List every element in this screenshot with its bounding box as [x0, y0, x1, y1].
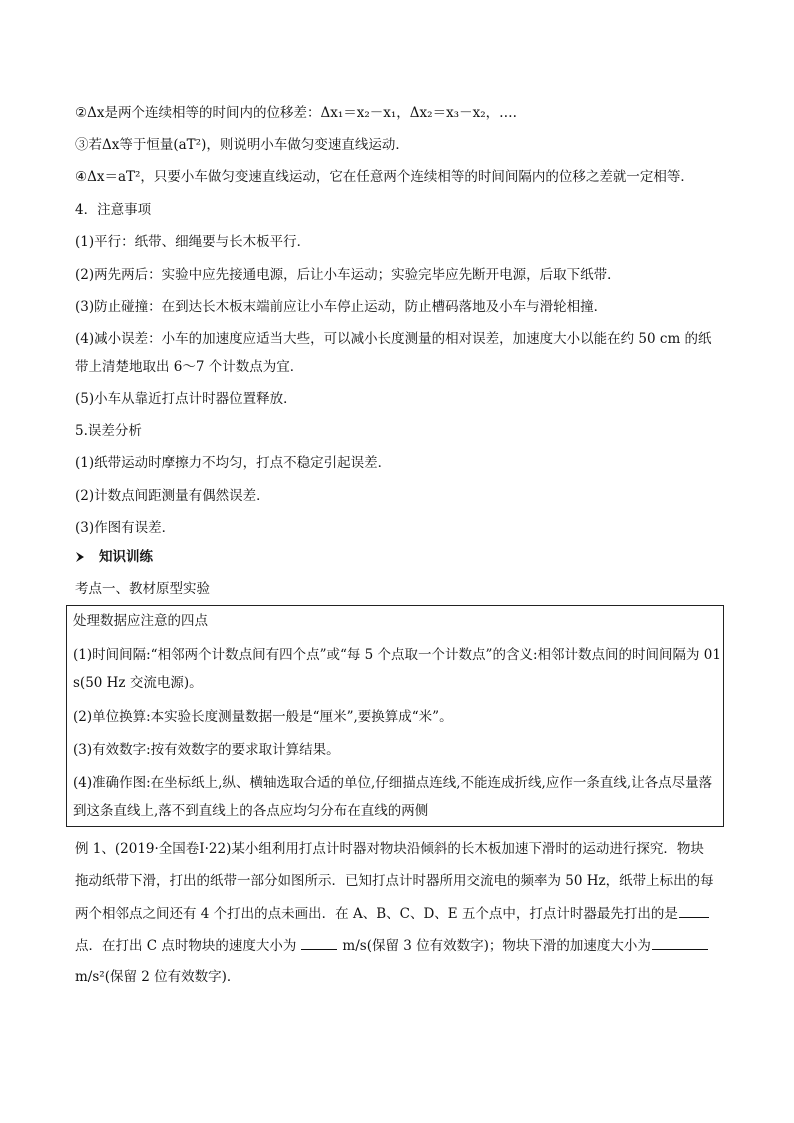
section-4-item-1: (1)平行：纸带、细绳要与长木板平行． [75, 234, 311, 250]
notice-box-line-4: (3)有效数字:按有效数字的要求取计算结果。 [73, 742, 340, 758]
example-line-1: 例 1、(2019·全国卷Ⅰ·22)某小组利用打点计时器对物块沿倾斜的长木板加速下滑时的运动进行探究．物块 [75, 841, 704, 857]
notice-box-line-1: (1)时间间隔:“相邻两个计数点间有四个点”或“每 5 个点取一个计数点”的含义:相邻计数点间的时间间隔为 01 [73, 647, 721, 663]
notice-box-line-2: s(50 Hz 交流电源)。 [73, 675, 203, 691]
notice-box-title: 处理数据应注意的四点 [73, 613, 208, 629]
section-4-item-2: (2)两先两后：实验中应先接通电源，后让小车运动；实验完毕应先断开电源，后取下纸带． [75, 267, 621, 283]
example-line-5: m/s²(保留 2 位有效数字)． [75, 969, 241, 985]
section-5-item-3: (3)作图有误差． [75, 520, 176, 536]
answer-blank-velocity[interactable] [301, 936, 337, 950]
section-5-heading: 5.误差分析 [75, 423, 142, 439]
intro-item-3: ③若Δx等于恒量(aT²)，则说明小车做匀变速直线运动． [75, 137, 409, 153]
section-4-item-4-cont: 带上清楚地取出 6～7 个计数点为宜． [75, 359, 304, 375]
example-line-4-text-a: 点．在打出 C 点时物块的速度大小为 [75, 938, 297, 954]
section-4-item-3: (3)防止碰撞：在到达长木板末端前应让小车停止运动，防止槽码落地及小车与滑轮相撞． [75, 299, 608, 315]
example-line-3 [75, 904, 725, 923]
notice-box-line-6: 到这条直线上,落不到直线上的各点应均匀分布在直线的两侧 [73, 803, 429, 819]
section-4-item-5: (5)小车从靠近打点计时器位置释放． [75, 391, 297, 407]
answer-blank-acceleration[interactable] [652, 936, 708, 950]
example-line-3-text: 两个相邻点之间还有 4 个打出的点未画出．在 A、B、C、D、E 五个点中，打点计时器最先打出的是 [75, 906, 678, 922]
example-line-2: 拖动纸带下滑，打出的纸带一部分如图所示．已知打点计时器所用交流电的频率为 50 Hz，纸带上标出的每 [75, 873, 714, 889]
notice-box-line-3: (2)单位换算:本实验长度测量数据一般是“厘米”,要换算成“米”。 [73, 709, 453, 725]
intro-item-4: ④Δx＝aT²，只要小车做匀变速直线运动，它在任意两个连续相等的时间间隔内的位移之差就一定相等． [75, 169, 694, 185]
section-5-item-1: (1)纸带运动时摩擦力不均匀，打点不稳定引起误差． [75, 455, 392, 471]
training-heading-row [75, 548, 725, 566]
example-line-4 [75, 936, 725, 955]
section-4-heading: 4．注意事项 [75, 202, 152, 218]
intro-item-2: ②Δx是两个连续相等的时间内的位移差：Δx₁＝x₂－x₁，Δx₂＝x₃－x₂，…. [75, 105, 517, 121]
answer-blank-first-point[interactable] [679, 904, 709, 918]
notice-box [66, 605, 724, 827]
training-heading: 知识训练 [99, 549, 153, 565]
arrow-bullet-icon [75, 551, 85, 561]
notice-box-line-5: (4)准确作图:在坐标纸上,纵、横轴选取合适的单位,仔细描点连线,不能连成折线,应作一条直线,让各点尽量落 [73, 775, 713, 791]
example-line-4-text-b: m/s(保留 3 位有效数字)；物块下滑的加速度大小为 [342, 938, 651, 954]
section-4-item-4: (4)减小误差：小车的加速度应适当大些，可以减小长度测量的相对误差，加速度大小以能在约 50 cm 的纸 [75, 331, 712, 347]
training-subheading: 考点一、教材原型实验 [75, 581, 210, 597]
section-5-item-2: (2)计数点间距测量有偶然误差． [75, 488, 270, 504]
